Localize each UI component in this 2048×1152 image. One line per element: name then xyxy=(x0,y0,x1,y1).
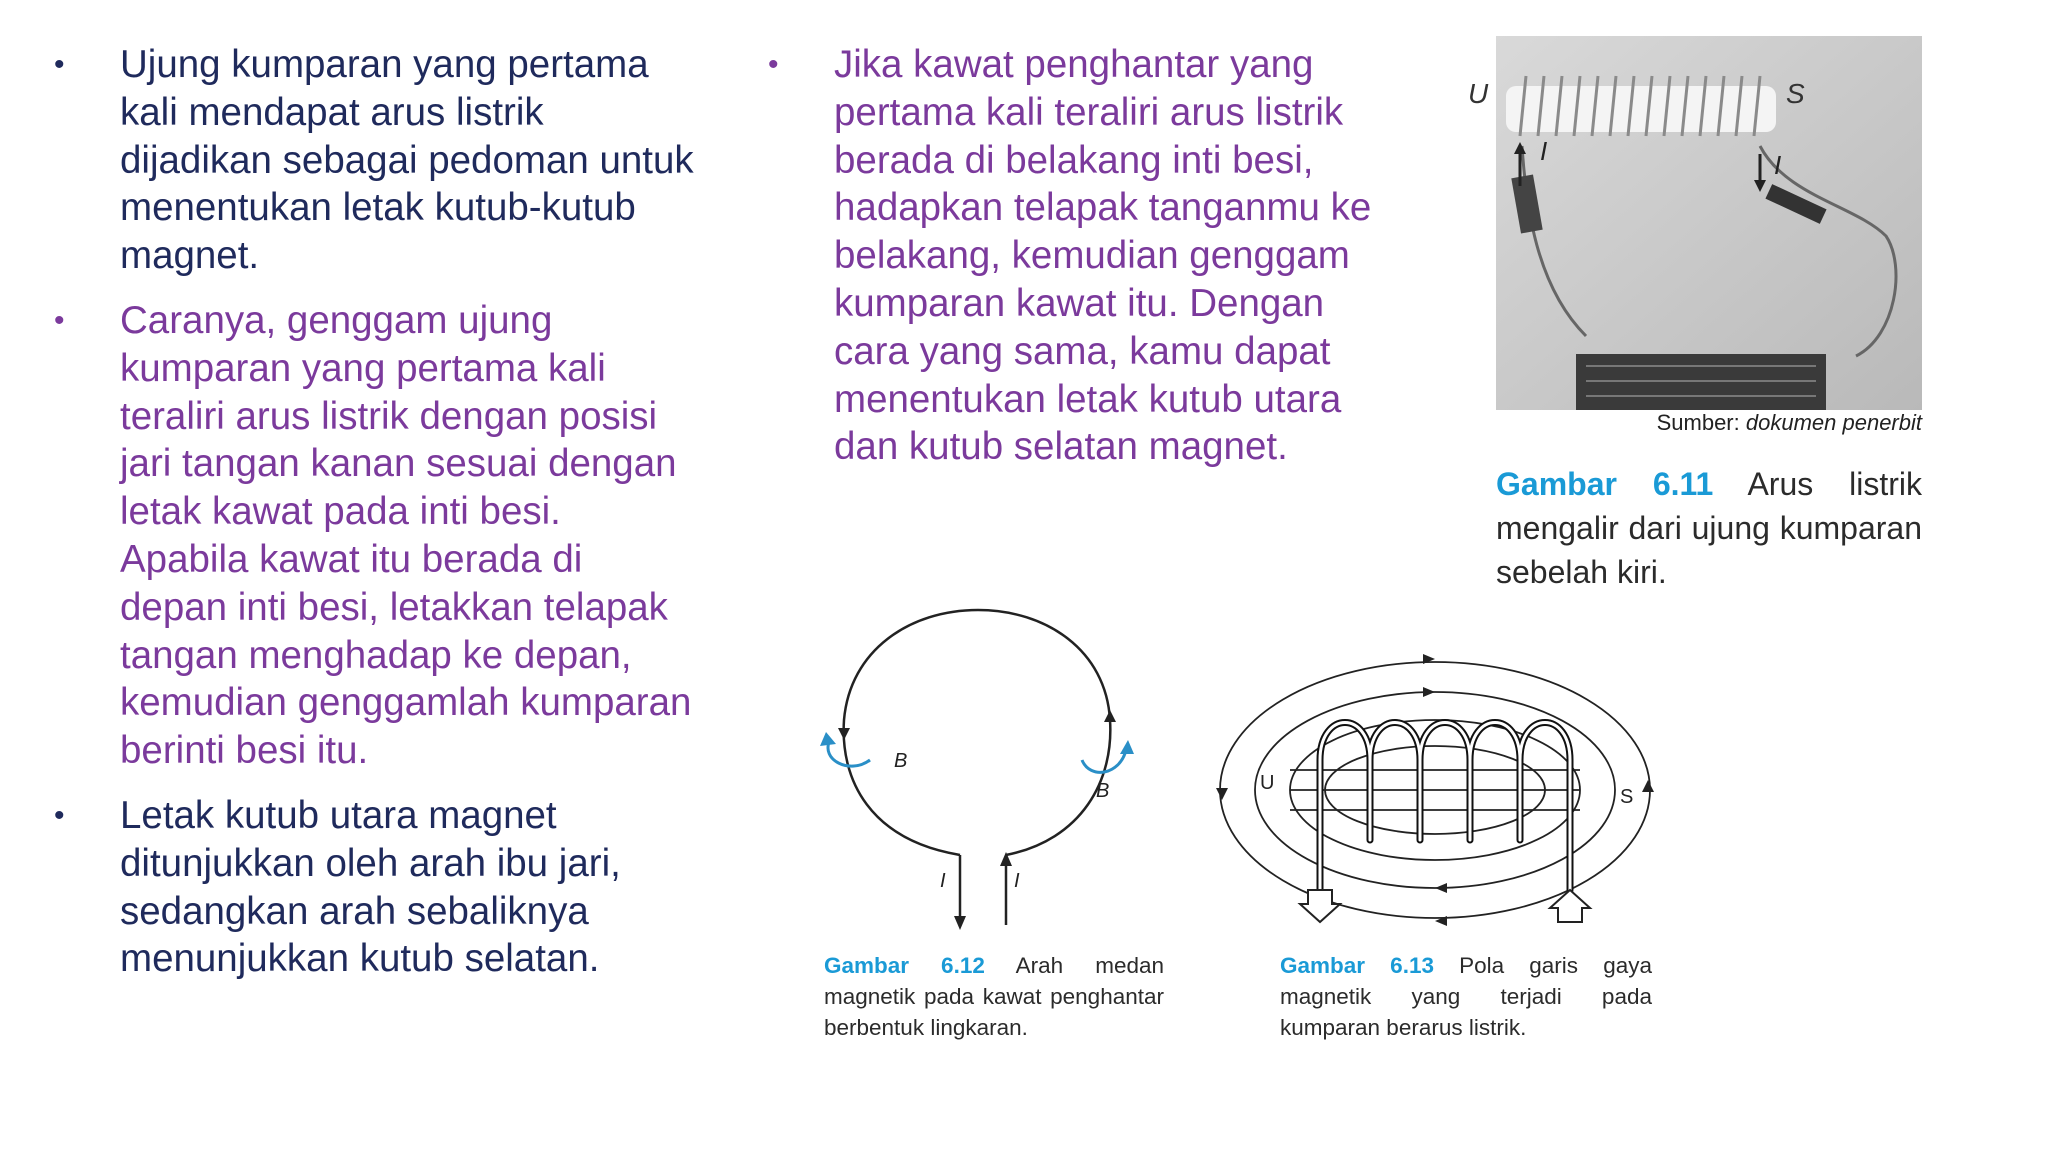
right-bullet-list xyxy=(768,41,1388,488)
coil-highlights xyxy=(1320,723,1570,891)
bullet-dot: • xyxy=(54,303,65,337)
label-s: S xyxy=(1786,78,1805,109)
arrow-down-icon xyxy=(954,916,966,930)
caption-text: Arah medan magnetik pada kawat penghantar berbentuk lingkaran. xyxy=(824,953,1164,1040)
label-b-right: B xyxy=(1096,780,1110,802)
bullet-text: Letak kutub utara magnet ditunjukkan oleh arah ibu jari, sedangkan arah sebaliknya menunjukkan kutub selatan. xyxy=(120,793,621,981)
left-bullet-list xyxy=(54,41,694,1000)
bullet-item xyxy=(54,792,694,983)
bullet-text: Jika kawat penghantar yang pertama kali teraliri arus listrik berada di belakang inti besi, hadapkan telapak tanganmu ke belakang, kemudian genggam kumparan kawat itu. Dengan cara yang sama, kamu dapat menentukan letak kutub utara dan kutub selatan magnet. xyxy=(834,43,1372,469)
loop-field-diagram xyxy=(810,600,1160,940)
caption-label: Gambar 6.11 xyxy=(1496,466,1714,502)
caption-label: Gambar 6.12 xyxy=(824,953,985,978)
label-b-left: B xyxy=(894,750,908,772)
bullet-dot: • xyxy=(54,48,65,81)
solenoid-coils xyxy=(1320,723,1570,891)
coil-photo xyxy=(1496,36,1922,410)
wire-loop xyxy=(844,610,1111,855)
bullet-text: Ujung kumparan yang pertama kali mendapat arus listrik dijadikan sebagai pedoman untuk menentukan letak kutub-kutub magnet. xyxy=(120,43,694,278)
current-in-arrow-icon xyxy=(1300,890,1340,922)
arrow-loop-right-icon xyxy=(1104,710,1116,722)
arrow-loop-left-icon xyxy=(838,728,850,740)
caption-6-12 xyxy=(824,950,1164,1043)
photo-source xyxy=(1496,410,1922,436)
field-arrow-icon xyxy=(820,732,836,746)
bullet-item xyxy=(54,297,694,775)
bullet-item xyxy=(54,41,694,280)
caption-6-13 xyxy=(1280,950,1652,1043)
label-s: S xyxy=(1620,786,1634,808)
label-current-left: I xyxy=(1540,136,1548,166)
caption-text: Pola garis gaya magnetik yang terjadi pada kumparan berarus listrik. xyxy=(1280,953,1652,1040)
caption-text: Arus listrik mengalir dari ujung kumparan sebelah kiri. xyxy=(1496,466,1923,590)
label-i-left: I xyxy=(940,870,946,892)
source-text: dokumen penerbit xyxy=(1745,410,1922,435)
field-lines xyxy=(1220,662,1650,918)
label-u: U xyxy=(1260,772,1275,794)
coil-tube xyxy=(1506,86,1776,132)
source-prefix: Sumber: xyxy=(1656,410,1740,435)
caption-label: Gambar 6.13 xyxy=(1280,953,1434,978)
bullet-text: Caranya, genggam ujung kumparan yang pertama kali teraliri arus listrik dengan posisi jari tangan kanan sesuai dengan letak kawat pada inti besi. Apabila kawat itu berada di depan inti besi, letakkan telapak tangan menghadap ke depan, kemudian genggamlah kumparan berinti besi itu. xyxy=(120,298,692,773)
caption-6-11 xyxy=(1496,462,1922,594)
bullet-dot: • xyxy=(54,798,65,832)
label-current-right: I xyxy=(1774,150,1782,180)
bullet-dot: • xyxy=(768,48,779,81)
label-i-right: I xyxy=(1014,870,1020,892)
solenoid-field-diagram xyxy=(1210,650,1660,930)
current-out-arrow-icon xyxy=(1550,890,1590,922)
label-u: U xyxy=(1468,78,1489,109)
field-arrow-icon xyxy=(1120,740,1134,754)
bullet-item xyxy=(768,41,1388,471)
